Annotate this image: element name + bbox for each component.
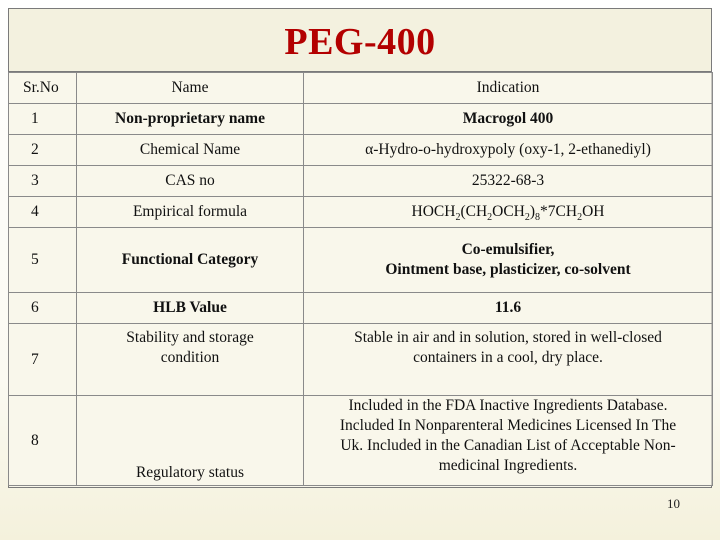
formula-part: )	[529, 203, 536, 220]
row-name: Functional Category	[77, 228, 304, 293]
formula-subscript: 8	[535, 212, 541, 224]
table-row	[9, 104, 713, 135]
indication-line: Stable in air and in solution, stored in well-closed	[354, 329, 662, 346]
empirical-formula	[304, 197, 713, 228]
header-indication: Indication	[304, 73, 713, 104]
indication-line: Included in the FDA Inactive Ingredients Database.	[348, 397, 668, 414]
formula-subscript: 2	[487, 212, 493, 224]
formula-part: OCH	[492, 203, 525, 220]
row-number: 4	[9, 197, 77, 228]
name-line: Stability and storage	[126, 329, 254, 346]
row-number: 7	[9, 324, 77, 396]
row-indication	[304, 396, 713, 486]
row-indication	[304, 228, 713, 293]
name-line: condition	[160, 349, 220, 366]
indication-line: medicinal Ingredients.	[438, 457, 578, 474]
row-name: CAS no	[77, 166, 304, 197]
formula-subscript: 2	[455, 212, 461, 224]
indication-line: Included In Nonparenteral Medicines Licensed In The	[339, 417, 677, 434]
row-number: 3	[9, 166, 77, 197]
indication-line: Co-emulsifier,	[461, 241, 555, 258]
table-row	[9, 135, 713, 166]
row-number: 6	[9, 293, 77, 324]
row-indication: Macrogol 400	[304, 104, 713, 135]
table-row	[9, 197, 713, 228]
row-number: 8	[9, 396, 77, 486]
page-title: PEG-400	[284, 21, 436, 63]
properties-table	[8, 72, 713, 486]
title-row	[8, 8, 712, 72]
row-indication: 11.6	[304, 293, 713, 324]
table-row	[9, 228, 713, 293]
indication-line: Uk. Included in the Canadian List of Acceptable Non-	[340, 437, 676, 454]
table-row	[9, 396, 713, 486]
page-number: 10	[667, 496, 680, 511]
row-indication: 25322-68-3	[304, 166, 713, 197]
row-number: 5	[9, 228, 77, 293]
row-indication	[304, 324, 713, 396]
row-name	[77, 324, 304, 396]
row-name: Chemical Name	[77, 135, 304, 166]
formula-part: OH	[582, 203, 605, 220]
row-name: Empirical formula	[77, 197, 304, 228]
row-indication: α-Hydro-o-hydroxypoly (oxy-1, 2-ethanediyl)	[304, 135, 713, 166]
row-number: 1	[9, 104, 77, 135]
row-number: 2	[9, 135, 77, 166]
indication-line: containers in a cool, dry place.	[413, 349, 603, 366]
table-header-row	[9, 73, 713, 104]
header-sr-no: Sr.No	[9, 73, 77, 104]
formula-part: HOCH	[411, 203, 456, 220]
row-name: Non-proprietary name	[77, 104, 304, 135]
formula-part: *7CH	[540, 203, 578, 220]
table-row	[9, 324, 713, 396]
row-name: Regulatory status	[77, 396, 304, 486]
indication-line: Ointment base, plasticizer, co-solvent	[385, 261, 631, 278]
row-name: HLB Value	[77, 293, 304, 324]
table-row	[9, 293, 713, 324]
header-name: Name	[77, 73, 304, 104]
formula-subscript: 2	[577, 212, 583, 224]
formula-part: (CH	[460, 203, 488, 220]
table-row	[9, 166, 713, 197]
formula-subscript: 2	[524, 212, 530, 224]
